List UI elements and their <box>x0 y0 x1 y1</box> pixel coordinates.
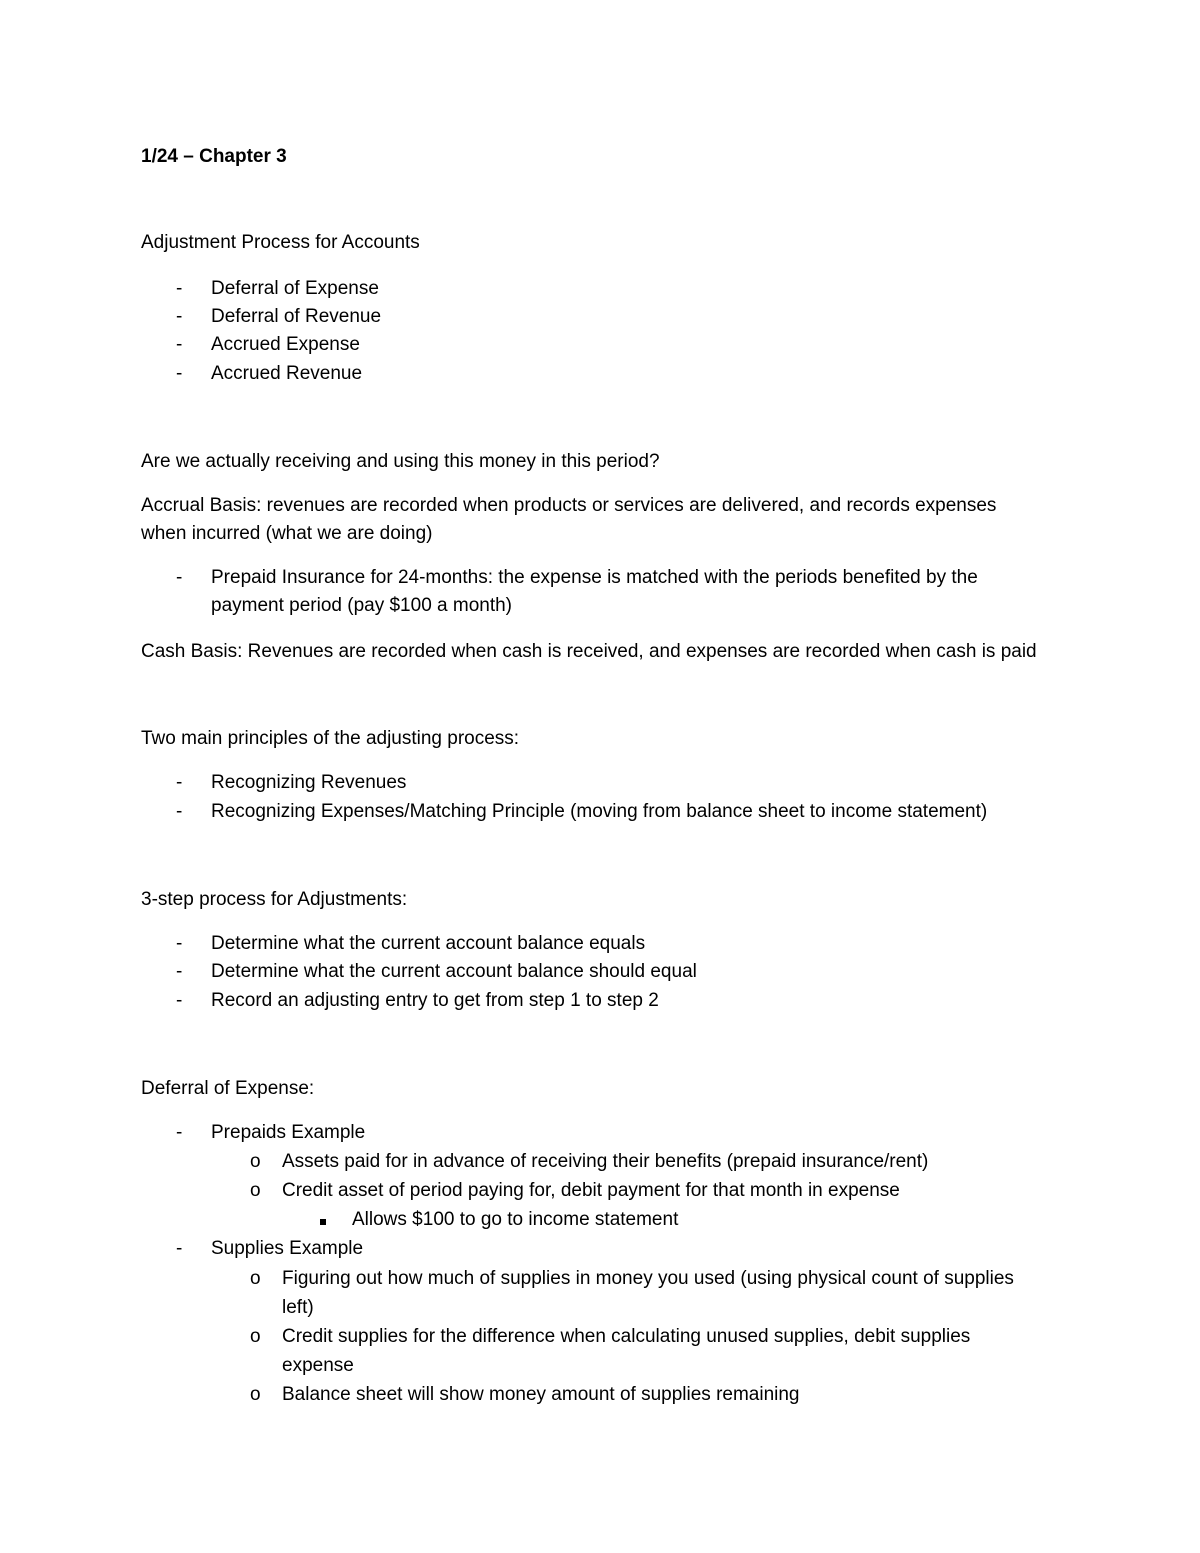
bullet-circle: o <box>250 1326 261 1347</box>
list-item: Accrued Revenue <box>211 363 363 384</box>
deferral-heading: Deferral of Expense: <box>141 1078 315 1099</box>
list-item: Accrued Expense <box>211 334 360 355</box>
accrual-basis-line1: Accrual Basis: revenues are recorded when products or services are delivered, and records expenses <box>141 495 997 516</box>
list-item: Record an adjusting entry to get from step 1 to step 2 <box>211 990 659 1011</box>
sub-list-item-continuation: expense <box>282 1355 354 1376</box>
bullet-dash: - <box>176 334 183 355</box>
sub-sub-list-item: Allows $100 to go to income statement <box>352 1209 679 1230</box>
bullet-dash: - <box>176 961 183 982</box>
page-title: 1/24 – Chapter 3 <box>141 146 287 167</box>
sub-list-item-continuation: left) <box>282 1297 314 1318</box>
bullet-circle: o <box>250 1268 261 1289</box>
bullet-dash: - <box>176 1238 183 1259</box>
list-item: Deferral of Expense <box>211 278 379 299</box>
sub-list-item: Balance sheet will show money amount of supplies remaining <box>282 1384 800 1405</box>
bullet-square <box>320 1208 326 1232</box>
list-item: Supplies Example <box>211 1238 364 1259</box>
list-item: Recognizing Revenues <box>211 772 407 793</box>
sub-list-item: Assets paid for in advance of receiving their benefits (prepaid insurance/rent) <box>282 1151 929 1172</box>
sub-list-item: Figuring out how much of supplies in money you used (using physical count of supplies <box>282 1268 1014 1289</box>
bullet-dash: - <box>176 1122 183 1143</box>
list-item: Determine what the current account balance equals <box>211 933 646 954</box>
bullet-dash: - <box>176 801 183 822</box>
bullet-circle: o <box>250 1151 261 1172</box>
bullet-circle: o <box>250 1180 261 1201</box>
sub-list-item: Credit asset of period paying for, debit payment for that month in expense <box>282 1180 900 1201</box>
bullet-dash: - <box>176 567 183 588</box>
bullet-dash: - <box>176 990 183 1011</box>
list-item: Prepaids Example <box>211 1122 366 1143</box>
list-item: Determine what the current account balance should equal <box>211 961 697 982</box>
question-text: Are we actually receiving and using this money in this period? <box>141 451 660 472</box>
bullet-dash: - <box>176 363 183 384</box>
list-item-continuation: payment period (pay $100 a month) <box>211 595 513 616</box>
steps-heading: 3-step process for Adjustments: <box>141 889 408 910</box>
adjustment-heading: Adjustment Process for Accounts <box>141 232 420 253</box>
cash-basis-text: Cash Basis: Revenues are recorded when cash is received, and expenses are recorded when cash is paid <box>141 641 1037 662</box>
list-item: Deferral of Revenue <box>211 306 382 327</box>
list-item: Prepaid Insurance for 24-months: the expense is matched with the periods benefited by the <box>211 567 978 588</box>
bullet-dash: - <box>176 772 183 793</box>
bullet-circle: o <box>250 1384 261 1405</box>
bullet-dash: - <box>176 933 183 954</box>
bullet-dash: - <box>176 278 183 299</box>
accrual-basis-line2: when incurred (what we are doing) <box>141 523 433 544</box>
principles-heading: Two main principles of the adjusting process: <box>141 728 520 749</box>
sub-list-item: Credit supplies for the difference when calculating unused supplies, debit supplies <box>282 1326 971 1347</box>
list-item: Recognizing Expenses/Matching Principle (moving from balance sheet to income statement) <box>211 801 988 822</box>
bullet-dash: - <box>176 306 183 327</box>
